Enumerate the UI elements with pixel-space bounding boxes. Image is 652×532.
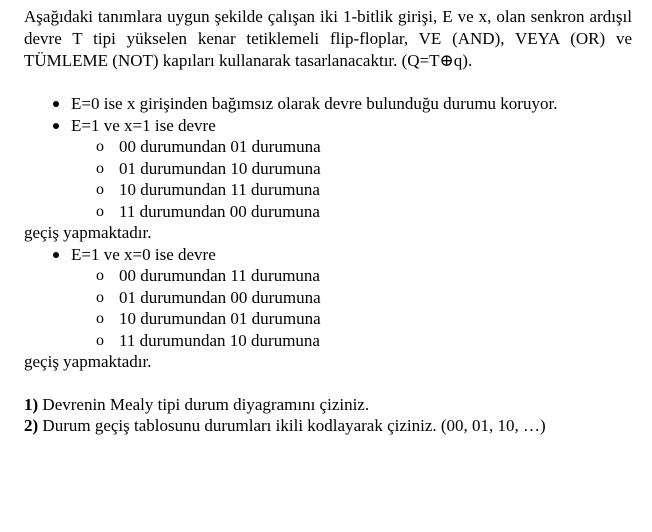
question-2 [24,415,632,437]
intro-paragraph: Aşağıdaki tanımlara uygun şekilde çalışan iki 1-bitlik girişi, E ve x, olan senkron ardışıl devre T tipi yükselen kenar tetiklemeli flip-floplar, VE (AND), VEYA (OR) ve TÜMLEME (NOT) kapıları kullanarak tasarlanacaktır. (Q=T⊕q). [24,7,632,70]
bullet-item-3 [24,244,632,266]
circle-bullet-icon: o [96,159,104,177]
sub-item-text: 10 durumundan 01 durumuna [119,309,321,328]
question-text: Durum geçiş tablosunu durumları ikili kodlayarak çiziniz. (00, 01, 10, …) [42,416,546,435]
question-1 [24,394,632,416]
bullet-tail [24,351,632,373]
sub-item-text: 10 durumundan 11 durumuna [119,180,320,199]
sub-list-item [24,308,632,330]
circle-bullet-icon: o [96,310,104,327]
bullet-icon [53,244,58,249]
sub-item-text: 11 durumundan 10 durumuna [119,330,320,350]
circle-bullet-icon: o [96,181,104,198]
circle-bullet-icon: o [96,331,104,349]
circle-bullet-icon: o [96,288,104,306]
sub-list-item [24,265,632,287]
sub-list-item [24,136,632,158]
document-body [24,6,632,437]
question-number: 2) [24,416,39,435]
sub-item-text: 00 durumundan 01 durumuna [119,137,321,156]
question-number: 1) [24,394,39,414]
sub-item-text: 01 durumundan 10 durumuna [119,158,321,178]
bullet-item-2 [24,115,632,137]
tail-text: geçiş yapmaktadır. [24,223,152,242]
bullet-item-1 [24,93,632,115]
bullet-text: E=1 ve x=0 ise devre [71,244,216,264]
bullet-text: E=1 ve x=1 ise devre [71,115,216,135]
circle-bullet-icon: o [96,202,104,220]
bullet-icon [53,115,58,120]
sub-list-item [24,287,632,309]
circle-bullet-icon: o [96,138,104,155]
tail-text: geçiş yapmaktadır. [24,352,152,371]
sub-list-item [24,201,632,223]
sub-item-text: 01 durumundan 00 durumuna [119,287,321,307]
sub-list-item [24,330,632,352]
bullet-icon [53,93,58,98]
sub-item-text: 00 durumundan 11 durumuna [119,266,320,285]
bullet-tail [24,222,632,244]
sub-list-item [24,158,632,180]
sub-item-text: 11 durumundan 00 durumuna [119,201,320,221]
sub-list-item [24,179,632,201]
circle-bullet-icon: o [96,267,104,284]
question-text: Devrenin Mealy tipi durum diyagramını çiziniz. [42,394,370,414]
bullet-text: E=0 ise x girişinden bağımsız olarak devre bulunduğu durumu koruyor. [71,94,558,113]
